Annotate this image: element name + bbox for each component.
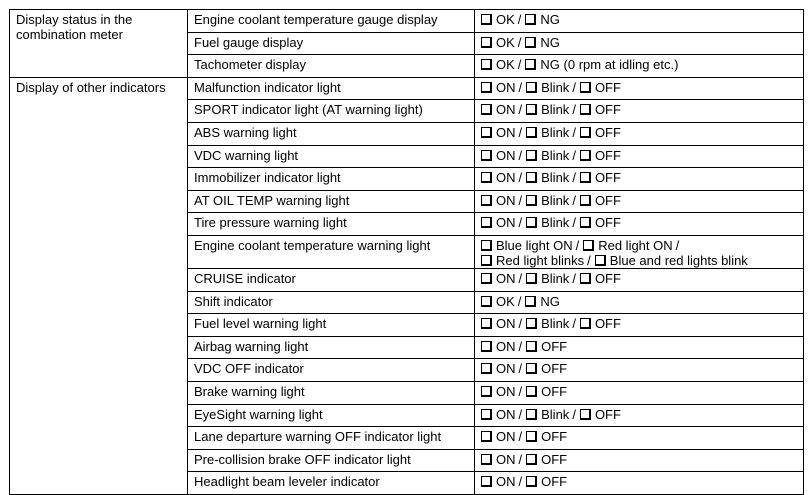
option-label-on: ON	[496, 124, 516, 140]
checkbox-icon[interactable]	[481, 127, 492, 138]
option-label-off: OFF	[541, 383, 568, 399]
checkbox-icon[interactable]	[481, 296, 492, 307]
options-cell	[475, 100, 804, 123]
checkbox-icon[interactable]	[481, 318, 492, 329]
checkbox-icon[interactable]	[481, 240, 492, 251]
category-cell: Display status in the combination meter	[10, 10, 188, 78]
option-label-off: OFF	[594, 147, 621, 163]
option-label-blink: Blink	[541, 270, 570, 286]
checkbox-icon[interactable]	[481, 82, 492, 93]
checkbox-icon[interactable]	[481, 104, 492, 115]
item-cell-headlight-beam-leveler-indicator: Headlight beam leveler indicator	[188, 472, 475, 495]
option-separator: /	[572, 316, 576, 332]
option-line	[481, 361, 798, 376]
option-separator: /	[572, 124, 576, 140]
option-label-blue-and-red-lights-blink: Blue and red lights blink	[609, 252, 748, 268]
item-cell-vdc-off-indicator: VDC OFF indicator	[188, 359, 475, 382]
checkbox-icon[interactable]	[481, 14, 492, 25]
category-cell: Display of other indicators	[10, 77, 188, 494]
checkbox-icon[interactable]	[481, 476, 492, 487]
option-label-off: OFF	[594, 102, 621, 118]
option-separator: /	[518, 170, 523, 186]
option-label-off: OFF	[541, 361, 568, 377]
checkbox-icon[interactable]	[580, 273, 591, 284]
options-cell	[475, 449, 804, 472]
checkbox-icon[interactable]	[580, 195, 591, 206]
option-label-off: OFF	[541, 338, 568, 354]
option-line	[481, 452, 798, 467]
options-cell	[475, 213, 804, 236]
checkbox-icon[interactable]	[525, 59, 536, 70]
checkbox-icon[interactable]	[580, 127, 591, 138]
option-label-on: ON	[496, 270, 516, 286]
option-separator: /	[518, 147, 523, 163]
option-label-off: OFF	[594, 406, 621, 422]
checkbox-icon[interactable]	[595, 255, 606, 266]
option-label-blink: Blink	[541, 79, 570, 95]
item-cell-engine-coolant-temperature-warning-light: Engine coolant temperature warning light	[188, 235, 475, 268]
option-label-on: ON	[496, 102, 516, 118]
checkbox-icon[interactable]	[526, 431, 537, 442]
checkbox-icon[interactable]	[526, 318, 537, 329]
options-cell	[475, 291, 804, 314]
option-line	[481, 193, 798, 208]
item-cell-cruise-indicator: CRUISE indicator	[188, 268, 475, 291]
option-label-off: OFF	[594, 215, 621, 231]
options-cell	[475, 10, 804, 33]
option-separator: /	[517, 34, 522, 50]
item-cell-brake-warning-light: Brake warning light	[188, 381, 475, 404]
item-cell-pre-collision-brake-off-indicator-light: Pre-collision brake OFF indicator light	[188, 449, 475, 472]
inspection-table	[9, 9, 804, 495]
checkbox-icon[interactable]	[526, 104, 537, 115]
option-label-ng: NG	[540, 293, 560, 309]
option-label-blink: Blink	[541, 170, 570, 186]
checkbox-icon[interactable]	[526, 172, 537, 183]
options-cell	[475, 359, 804, 382]
option-label-blue-light-on: Blue light ON	[496, 237, 573, 253]
options-cell	[475, 314, 804, 337]
option-label-on: ON	[496, 474, 516, 490]
option-separator: /	[587, 252, 591, 268]
checkbox-icon[interactable]	[481, 431, 492, 442]
option-label-off: OFF	[541, 451, 568, 467]
option-separator: /	[518, 383, 523, 399]
option-label-on: ON	[496, 338, 516, 354]
item-cell-tachometer-display: Tachometer display	[188, 55, 475, 78]
item-cell-immobilizer-indicator-light: Immobilizer indicator light	[188, 168, 475, 191]
checkbox-icon[interactable]	[525, 14, 536, 25]
option-separator: /	[518, 361, 523, 377]
option-label-blink: Blink	[541, 406, 570, 422]
option-label-ng-0-rpm-at-idling-etc: NG (0 rpm at idling etc.)	[540, 57, 679, 73]
option-separator: /	[518, 270, 523, 286]
option-label-on: ON	[496, 147, 516, 163]
table-row	[10, 77, 804, 100]
checkbox-icon[interactable]	[580, 82, 591, 93]
options-cell	[475, 381, 804, 404]
option-separator: /	[518, 215, 523, 231]
option-line	[481, 407, 798, 422]
option-separator: /	[575, 237, 580, 253]
options-cell	[475, 190, 804, 213]
option-separator: /	[572, 270, 576, 286]
option-line	[481, 384, 798, 399]
checkbox-icon[interactable]	[526, 150, 537, 161]
option-label-on: ON	[496, 406, 516, 422]
options-cell	[475, 472, 804, 495]
option-label-blink: Blink	[541, 102, 570, 118]
option-label-ng: NG	[540, 12, 560, 27]
options-cell	[475, 235, 804, 268]
option-separator: /	[572, 102, 576, 118]
option-label-off: OFF	[541, 429, 568, 445]
option-line	[481, 102, 798, 117]
option-separator: /	[572, 147, 576, 163]
option-label-on: ON	[496, 451, 516, 467]
option-label-ok: OK	[496, 57, 515, 73]
option-label-blink: Blink	[541, 192, 570, 208]
table-row	[10, 10, 804, 33]
option-separator: /	[572, 170, 576, 186]
option-line	[481, 316, 798, 331]
checkbox-icon[interactable]	[526, 82, 537, 93]
item-cell-shift-indicator: Shift indicator	[188, 291, 475, 314]
options-cell	[475, 427, 804, 450]
checkbox-icon[interactable]	[526, 273, 537, 284]
options-cell	[475, 168, 804, 191]
option-label-off: OFF	[541, 474, 568, 490]
option-separator: /	[518, 429, 523, 445]
checkbox-icon[interactable]	[481, 255, 492, 266]
option-line	[481, 253, 798, 268]
checkbox-icon[interactable]	[580, 172, 591, 183]
option-separator: /	[518, 316, 523, 332]
checkbox-icon[interactable]	[526, 409, 537, 420]
option-label-on: ON	[496, 215, 516, 231]
option-separator: /	[572, 79, 576, 95]
checkbox-icon[interactable]	[481, 273, 492, 284]
option-line	[481, 271, 798, 286]
option-label-on: ON	[496, 383, 516, 399]
checkbox-icon[interactable]	[481, 386, 492, 397]
option-line	[481, 125, 798, 140]
checkbox-icon[interactable]	[580, 318, 591, 329]
checkbox-icon[interactable]	[481, 363, 492, 374]
option-line	[481, 12, 798, 27]
options-cell	[475, 122, 804, 145]
option-label-off: OFF	[594, 170, 621, 186]
option-label-on: ON	[496, 79, 516, 95]
option-label-on: ON	[496, 192, 516, 208]
option-label-blink: Blink	[541, 124, 570, 140]
option-label-off: OFF	[594, 79, 621, 95]
item-cell-at-oil-temp-warning-light: AT OIL TEMP warning light	[188, 190, 475, 213]
checkbox-icon[interactable]	[481, 37, 492, 48]
option-line	[481, 215, 798, 230]
option-line	[481, 57, 798, 72]
checkbox-icon[interactable]	[583, 240, 594, 251]
option-label-off: OFF	[594, 192, 621, 208]
option-separator: /	[675, 237, 680, 253]
item-cell-tire-pressure-warning-light: Tire pressure warning light	[188, 213, 475, 236]
options-cell	[475, 145, 804, 168]
option-line	[481, 294, 798, 309]
item-cell-fuel-gauge-display: Fuel gauge display	[188, 32, 475, 55]
item-cell-airbag-warning-light: Airbag warning light	[188, 336, 475, 359]
checkbox-icon[interactable]	[580, 409, 591, 420]
checkbox-icon[interactable]	[580, 150, 591, 161]
option-line	[481, 339, 798, 354]
option-line	[481, 429, 798, 444]
option-line	[481, 35, 798, 50]
option-label-ok: OK	[496, 12, 515, 27]
option-label-on: ON	[496, 361, 516, 377]
options-cell	[475, 336, 804, 359]
option-separator: /	[572, 406, 576, 422]
option-label-blink: Blink	[541, 147, 570, 163]
checkbox-icon[interactable]	[481, 217, 492, 228]
option-separator: /	[518, 338, 523, 354]
option-label-off: OFF	[594, 316, 621, 332]
option-label-off: OFF	[594, 270, 621, 286]
option-label-blink: Blink	[541, 316, 570, 332]
option-line	[481, 148, 798, 163]
option-label-ok: OK	[496, 34, 515, 50]
checkbox-icon[interactable]	[526, 127, 537, 138]
checkbox-icon[interactable]	[526, 363, 537, 374]
checkbox-icon[interactable]	[526, 476, 537, 487]
checkbox-icon[interactable]	[481, 409, 492, 420]
item-cell-eyesight-warning-light: EyeSight warning light	[188, 404, 475, 427]
checkbox-icon[interactable]	[481, 195, 492, 206]
item-cell-vdc-warning-light: VDC warning light	[188, 145, 475, 168]
option-label-red-light-on: Red light ON	[598, 237, 673, 253]
option-separator: /	[518, 192, 523, 208]
checkbox-icon[interactable]	[526, 386, 537, 397]
checkbox-icon[interactable]	[481, 59, 492, 70]
option-label-on: ON	[496, 316, 516, 332]
checkbox-icon[interactable]	[526, 341, 537, 352]
option-label-on: ON	[496, 429, 516, 445]
options-cell	[475, 268, 804, 291]
item-cell-malfunction-indicator-light: Malfunction indicator light	[188, 77, 475, 100]
item-cell-engine-coolant-temperature-gauge-display: Engine coolant temperature gauge display	[188, 10, 475, 33]
option-separator: /	[518, 406, 523, 422]
checkbox-icon[interactable]	[580, 217, 591, 228]
options-cell	[475, 32, 804, 55]
options-cell	[475, 77, 804, 100]
option-line	[481, 238, 798, 253]
checkbox-icon[interactable]	[481, 150, 492, 161]
option-separator: /	[518, 451, 523, 467]
checkbox-icon[interactable]	[526, 217, 537, 228]
option-label-off: OFF	[594, 124, 621, 140]
option-separator: /	[517, 57, 522, 73]
checkbox-icon[interactable]	[481, 172, 492, 183]
option-separator: /	[517, 12, 522, 27]
option-label-ok: OK	[496, 293, 515, 309]
item-cell-sport-indicator-light-at-warning-light: SPORT indicator light (AT warning light)	[188, 100, 475, 123]
inspection-table-body	[10, 10, 804, 495]
option-separator: /	[518, 79, 523, 95]
item-cell-lane-departure-warning-off-indicator-light: Lane departure warning OFF indicator light	[188, 427, 475, 450]
options-cell	[475, 404, 804, 427]
option-label-red-light-blinks: Red light blinks	[496, 252, 585, 268]
option-line	[481, 170, 798, 185]
item-cell-fuel-level-warning-light: Fuel level warning light	[188, 314, 475, 337]
option-label-on: ON	[496, 170, 516, 186]
checkbox-icon[interactable]	[580, 104, 591, 115]
option-separator: /	[518, 474, 523, 490]
option-label-ng: NG	[540, 34, 560, 50]
option-line	[481, 474, 798, 489]
checkbox-icon[interactable]	[525, 37, 536, 48]
checkbox-icon[interactable]	[526, 195, 537, 206]
item-cell-abs-warning-light: ABS warning light	[188, 122, 475, 145]
option-separator: /	[572, 192, 576, 208]
option-label-blink: Blink	[541, 215, 570, 231]
option-separator: /	[518, 124, 523, 140]
option-line	[481, 80, 798, 95]
checkbox-icon[interactable]	[525, 296, 536, 307]
option-separator: /	[517, 293, 522, 309]
checkbox-icon[interactable]	[481, 341, 492, 352]
options-cell	[475, 55, 804, 78]
option-separator: /	[518, 102, 523, 118]
checkbox-icon[interactable]	[481, 454, 492, 465]
option-separator: /	[572, 215, 576, 231]
checkbox-icon[interactable]	[526, 454, 537, 465]
